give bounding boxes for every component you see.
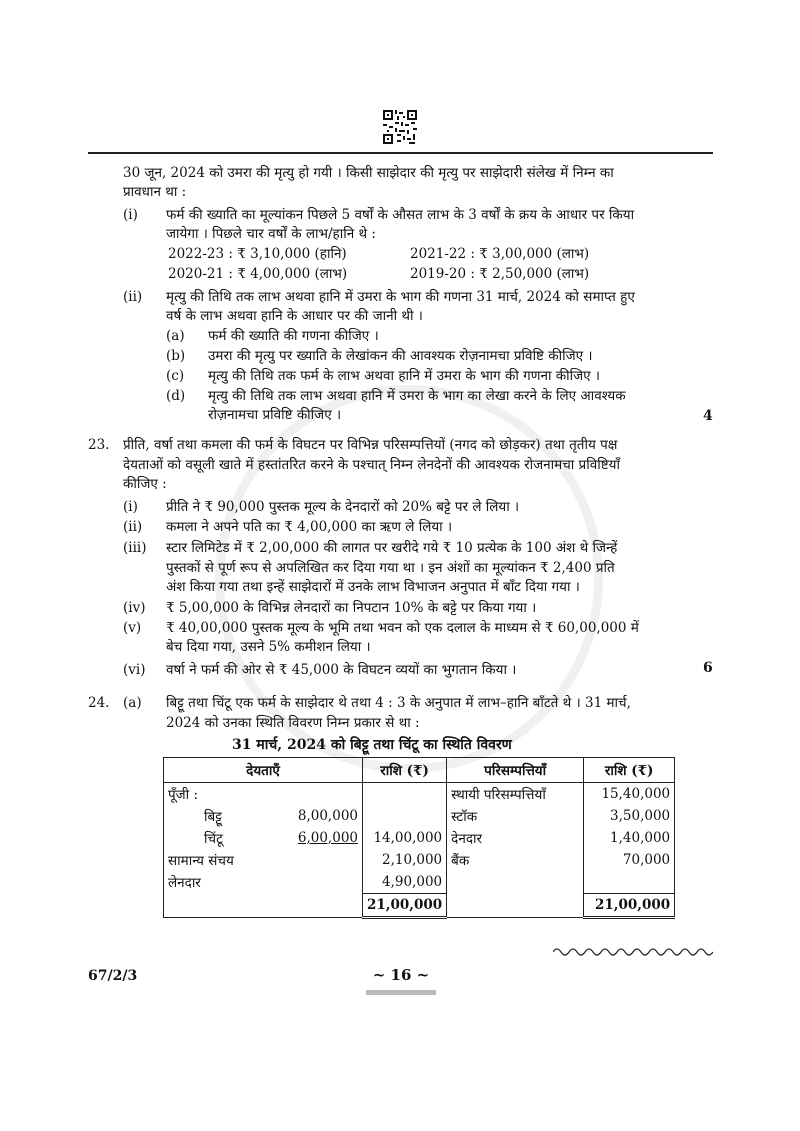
cell-asset: देनदार [447,827,584,849]
balance-sheet-table [163,757,675,919]
cell-liability: पूँजी : [164,783,273,806]
table-title: 31 मार्च, 2024 को बिट्टू तथा चिंटू का स्थिति विवरण [232,737,512,753]
q23-item-v-line-1: ₹ 40,00,000 पुस्तक मूल्य के भूमि तथा भवन को एक दलाल के माध्यम से ₹ 60,00,000 में [166,620,639,636]
cell-empty [164,894,273,918]
q23-item-ii-label: (ii) [123,519,143,535]
page-number: ~ 16 ~ [372,966,430,984]
q23-item-i-label: (i) [123,499,138,515]
q24-line-2: 2024 को उनका स्थिति विवरण निम्न प्रकार से था : [166,715,420,731]
q23-line-1: प्रीति, वर्षा तथा कमला की फर्म के विघटन पर विभिन्न परिसम्पत्तियों (नगद को छोड़कर) तथा तृतीय पक्ष [123,437,618,453]
q23-item-iv-text: ₹ 5,00,000 के विभिन्न लेनदारों का निपटान 10% के बट्टे पर किया गया । [166,600,537,616]
cell-asset-amount: 70,000 [584,849,675,871]
q23-item-iii-line-2: पुस्तकों से पूर्ण रूप से अपलिखित कर दिया गया था । इन अंशों का मूल्यांकन ₹ 2,400 प्रति [166,560,615,576]
q23-line-3: कीजिए : [123,476,167,492]
profit-2021-22: 2021-22 : ₹ 3,00,000 (लाभ) [410,246,590,262]
qr-code-icon [383,110,417,144]
cell-liability: लेनदार [164,871,273,894]
q23-item-iv-label: (iv) [123,600,146,616]
cell-empty [447,894,584,918]
header-rule [88,152,713,154]
q23-item-iii-label: (iii) [123,540,147,556]
header-asset-amount: राशि (₹) [584,758,675,783]
cell-asset [447,871,584,894]
intro-line-1: 30 जून, 2024 को उमरा की मृत्यु हो गयी । किसी साझेदार की मृत्यु पर साझेदारी संलेख में निम्न का [123,165,614,181]
q23-item-iii-line-1: स्टार लिमिटेड में ₹ 2,00,000 की लागत पर खरीदे गये ₹ 10 प्रत्येक के 100 अंश थे जिन्हें [166,540,618,556]
provision-ii-label: (ii) [123,289,143,305]
table-row [164,827,675,849]
q23-item-vi-text: वर्षा ने फर्म की ओर से ₹ 45,000 के विघटन व्ययों का भुगतान किया । [166,662,517,678]
cell-total-liabilities: 21,00,000 [363,894,447,918]
cell-liability: बिट्टू [164,805,273,827]
cell-liab-amount: 4,90,000 [363,871,447,894]
subpart-a-text: फर्म की ख्याति की गणना कीजिए । [208,328,379,344]
cell-asset-amount: 3,50,000 [584,805,675,827]
cell-asset: स्टॉक [447,805,584,827]
cell-sub-amount: 6,00,000 [272,827,363,849]
header-liabilities: देयताएँ [164,758,363,783]
q23-item-i-text: प्रीति ने ₹ 90,000 पुस्तक मूल्य के देनदारों को 20% बट्टे पर ले लिया । [166,499,520,515]
subpart-b-text: उमरा की मृत्यु पर ख्याति के लेखांकन की आवश्यक रोज़नामचा प्रविष्टि कीजिए । [208,348,593,364]
cell-sub-amount [272,783,363,806]
cell-liability: चिंटू [164,827,273,849]
table-row [164,783,675,806]
paper-code: 67/2/3 [88,968,138,984]
cell-liab-amount [363,805,447,827]
cell-sub-amount [272,849,363,871]
q23-item-ii-text: कमला ने अपने पति का ₹ 4,00,000 का ऋण ले लिया । [166,519,453,535]
marks-q23: 6 [703,660,713,676]
cell-asset: स्थायी परिसम्पत्तियाँ [447,783,584,806]
provision-i-line-2: जायेगा । पिछले चार वर्षों के लाभ/हानि थे : [166,226,376,242]
provision-ii-line-2: वर्ष के लाभ अथवा हानि के आधार पर की जानी थी । [166,308,423,324]
header-liab-amount: राशि (₹) [363,758,447,783]
provision-ii-line-1: मृत्यु की तिथि तक लाभ अथवा हानि में उमरा के भाग की गणना 31 मार्च, 2024 को समाप्त हुए [166,289,635,305]
subpart-d-label: (d) [166,388,186,404]
table-header-row [164,758,675,783]
q23-number: 23. [88,437,110,453]
subpart-d-line-2: रोज़नामचा प्रविष्टि कीजिए । [208,407,342,423]
subpart-b-label: (b) [166,348,186,364]
profit-2020-21: 2020-21 : ₹ 4,00,000 (लाभ) [168,266,348,282]
cell-asset: बैंक [447,849,584,871]
q24-line-1: बिट्टू तथा चिंटू एक फर्म के साझेदार थे तथा 4 : 3 के अनुपात में लाभ–हानि बाँटते थे । 31 मार्च, [166,695,631,711]
page-number-bar [366,990,436,995]
wavy-end-line [553,946,713,958]
cell-asset-amount: 1,40,000 [584,827,675,849]
q23-item-vi-label: (vi) [123,662,146,678]
cell-asset-amount: 15,40,000 [584,783,675,806]
q23-item-v-label: (v) [123,620,142,636]
table-row [164,805,675,827]
q23-line-2: देयताओं को वसूली खाते में हस्तांतरित करने के पश्चात् निम्न लेनदेनों की आवश्यक रोजनामचा प्रविष्टियाँ [123,457,620,473]
cell-liability: सामान्य संचय [164,849,273,871]
subpart-d-text: मृत्यु की तिथि तक लाभ अथवा हानि में उमरा के भाग का लेखा करने के लिए आवश्यक [208,388,626,404]
profit-2022-23: 2022-23 : ₹ 3,10,000 (हानि) [168,246,347,262]
provision-i-line-1: फर्म की ख्याति का मूल्यांकन पिछले 5 वर्षों के औसत लाभ के 3 वर्षों के क्रय के आधार पर किया [166,207,635,223]
cell-asset-amount [584,871,675,894]
cell-liab-amount: 2,10,000 [363,849,447,871]
intro-line-2: प्रावधान था : [123,184,187,200]
q23-item-v-line-2: बेच दिया गया, उसने 5% कमीशन लिया । [166,639,371,655]
table-row [164,871,675,894]
cell-sub-amount [272,871,363,894]
subpart-a-label: (a) [166,328,185,344]
cell-sub-amount: 8,00,000 [272,805,363,827]
marks-q22: 4 [703,408,713,424]
provision-i-label: (i) [123,207,138,223]
table-row [164,849,675,871]
profit-2019-20: 2019-20 : ₹ 2,50,000 (लाभ) [410,266,590,282]
subpart-c-text: मृत्यु की तिथि तक फर्म के लाभ अथवा हानि में उमरा के भाग की गणना कीजिए । [208,368,600,384]
cell-total-assets: 21,00,000 [584,894,675,918]
q23-item-iii-line-3: अंश किया गया तथा इन्हें साझेदारों में उनके लाभ विभाजन अनुपात में बाँट दिया गया । [166,579,580,595]
cell-liab-amount: 14,00,000 [363,827,447,849]
q24-part-label: (a) [123,695,142,711]
q24-number: 24. [88,695,110,711]
cell-liab-amount [363,783,447,806]
table-total-row [164,894,675,918]
header-assets: परिसम्पत्तियाँ [447,758,584,783]
subpart-c-label: (c) [166,368,185,384]
cell-empty [272,894,363,918]
